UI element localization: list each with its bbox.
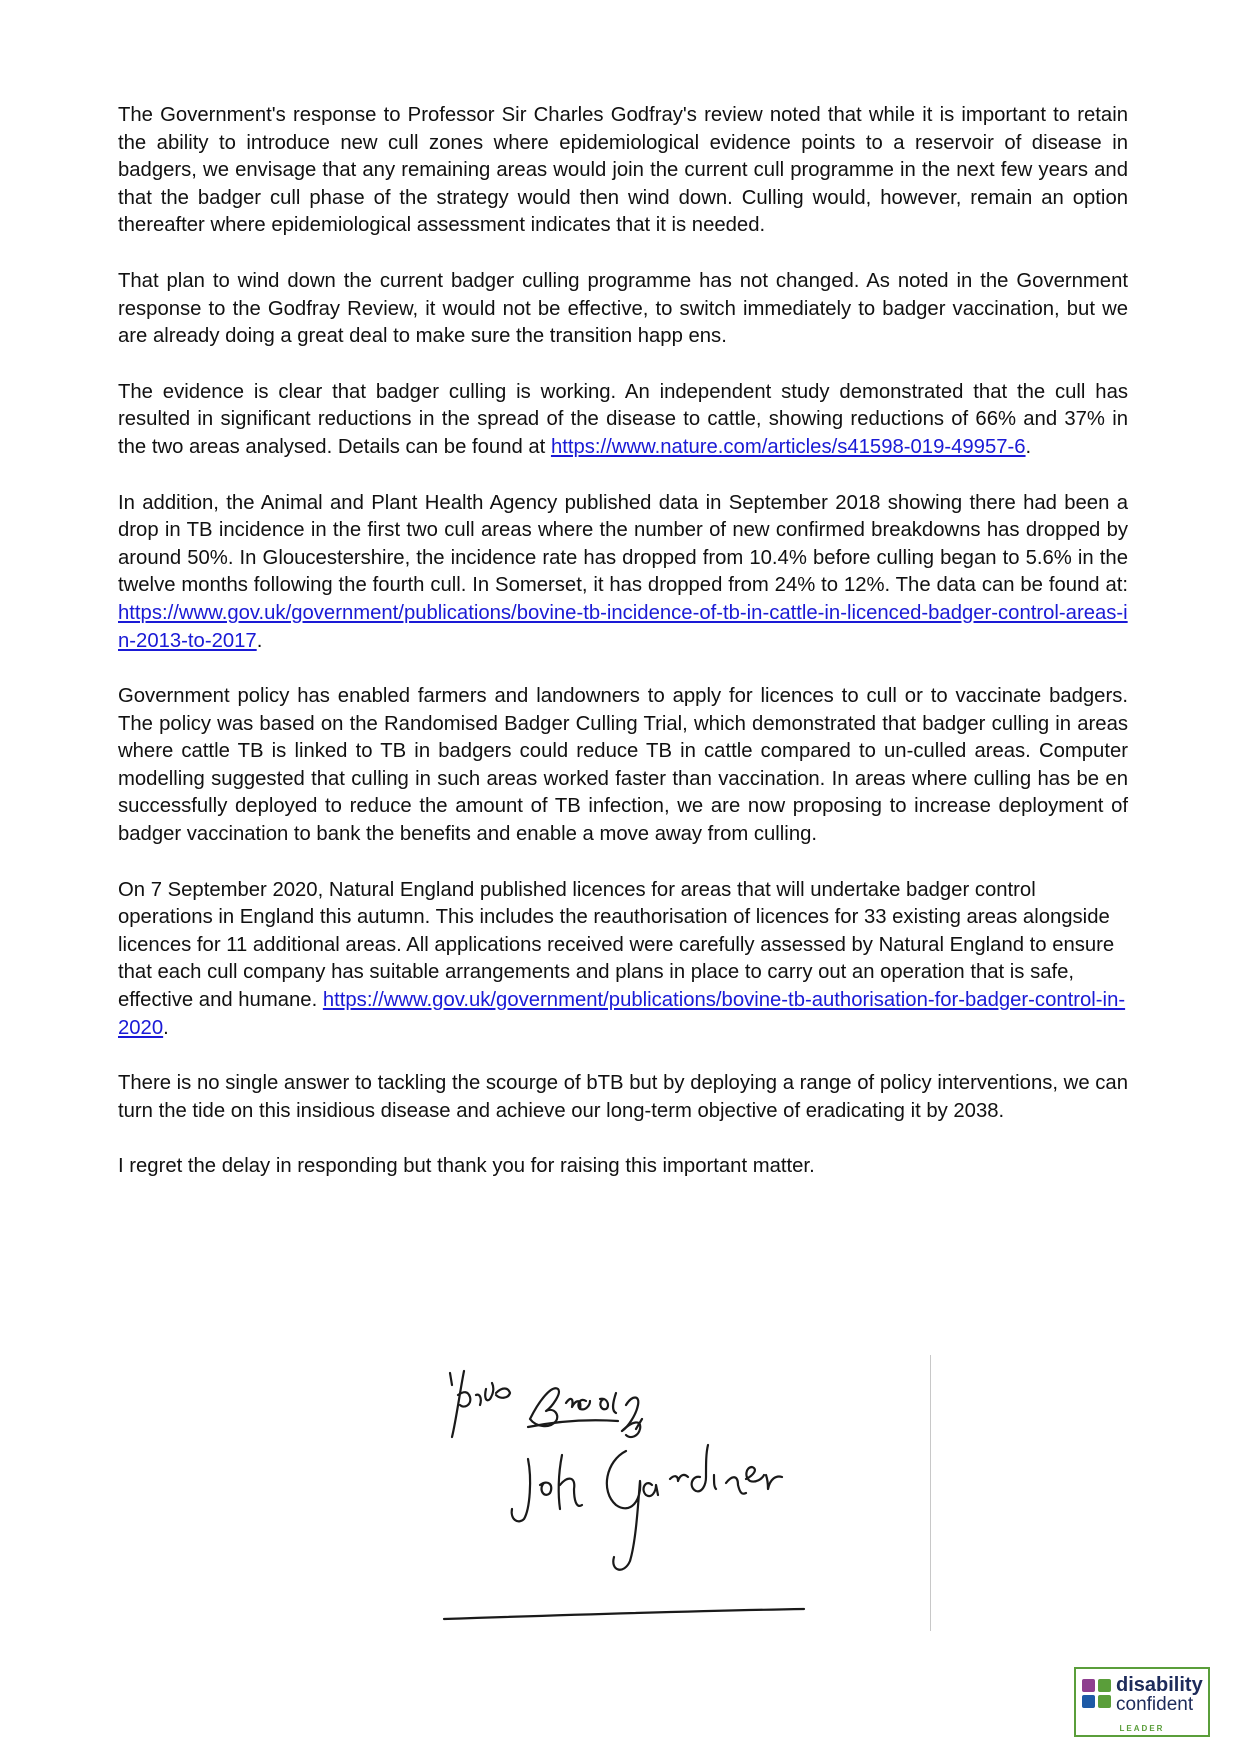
paragraph bbox=[118, 1153, 1128, 1181]
paragraph bbox=[118, 490, 1128, 656]
badge-icon bbox=[1082, 1679, 1112, 1709]
paragraph-text: On 7 September 2020, Natural England published licences for areas that will undertake badger control operations in England this autumn. This includes the reauthorisation of licences for 33 existing areas alongside licences for 11 additional areas. All applications received were carefully assessed by Natural England to ensure that each cull company has suitable arrangements and plans in place to carry out an operation that is safe, effective and humane. bbox=[118, 878, 1115, 1012]
paragraph-text: . bbox=[1025, 435, 1032, 458]
reference-link[interactable]: https://www.gov.uk/government/publications/bovine-tb-incidence-of-tb-in-cattle-in-licenced-badger-control-areas-in-2013-to-2017 bbox=[118, 601, 1128, 652]
paragraph-text: . bbox=[163, 1016, 169, 1039]
paragraph-text: Government policy has enabled farmers and landowners to apply for licences to cull or to vaccinate badgers. The policy was based on the Randomised Badger Culling Trial, which demonstrated that badger culling in areas where cattle TB is linked to TB in badgers could reduce TB in cattle compared to un-culled areas. Computer modelling suggested that culling in such areas worked faster than vaccination. In areas where culling has be en successfully deployed to reduce the amount of TB infection, we are now proposing to increase deployment of badger vaccination to bank the benefits and enable a move away from culling. bbox=[118, 685, 1128, 846]
paragraph-text: The evidence is clear that badger culling is working. An independent study demonstrated that the cull has resulted in significant reductions in the spread of the disease to cattle, showing reductions of 66% and 37% in the two areas analysed. Details can be found at bbox=[118, 380, 1128, 458]
signature-area bbox=[430, 1355, 931, 1631]
handwritten-signature bbox=[430, 1355, 930, 1631]
paragraph bbox=[118, 1070, 1128, 1125]
paragraph bbox=[118, 877, 1128, 1043]
badge-line-3: LEADER bbox=[1119, 1724, 1165, 1733]
badge-square bbox=[1098, 1679, 1111, 1692]
badge-line-2: confident bbox=[1116, 1694, 1194, 1715]
paragraph-text: There is no single answer to tackling the scourge of bTB but by deploying a range of policy interventions, we can turn the tide on this insidious disease and achieve our long-term objective of eradicating it by 2038. bbox=[118, 1072, 1128, 1122]
paragraph-text: In addition, the Animal and Plant Health Agency published data in September 2018 showing there had been a drop in TB incidence in the first two cull areas where the number of new confirmed breakdowns has dropped by around 50%. In Gloucestershire, the incidence rate has dropped from 10.4% before culling began to 5.6% in the twelve months following the fourth cull. In Somerset, it has dropped from 24% to 12%. The data can be found at: bbox=[118, 491, 1128, 597]
letter-body bbox=[118, 102, 1128, 1209]
badge-line-1: disability bbox=[1116, 1674, 1203, 1696]
reference-link[interactable]: https://www.nature.com/articles/s41598-019-49957-6 bbox=[550, 435, 1026, 458]
paragraph-text: I regret the delay in responding but thank you for raising this important matter. bbox=[118, 1155, 815, 1178]
paragraph bbox=[118, 379, 1128, 462]
badge-square bbox=[1098, 1695, 1111, 1708]
paragraph-text: The Government's response to Professor Sir Charles Godfray's review noted that while it is important to retain the ability to introduce new cull zones where epidemiological evidence points to a reservoir of disease in badgers, we envisage that any remaining areas would join the current cull programme in the next few years and that the badger cull phase of the strategy would then wind down. Culling would, however, remain an option thereafter where epidemiological assessment indicates that it is needed. bbox=[118, 104, 1128, 237]
paragraph bbox=[118, 102, 1128, 240]
disability-confident-badge bbox=[1074, 1667, 1210, 1737]
paragraph-text: . bbox=[256, 629, 263, 652]
reference-link[interactable]: https://www.gov.uk/government/publications/bovine-tb-authorisation-for-badger-control-in-2020 bbox=[118, 989, 1126, 1039]
badge-square bbox=[1082, 1679, 1095, 1692]
badge-square bbox=[1082, 1695, 1095, 1708]
paragraph-text: That plan to wind down the current badger culling programme has not changed. As noted in the Government response to the Godfray Review, it would not be effective, to switch immediately to badger vaccination, but we are already doing a great deal to make sure the transition happ ens. bbox=[118, 269, 1128, 348]
paragraph bbox=[118, 683, 1128, 849]
paragraph bbox=[118, 268, 1128, 351]
